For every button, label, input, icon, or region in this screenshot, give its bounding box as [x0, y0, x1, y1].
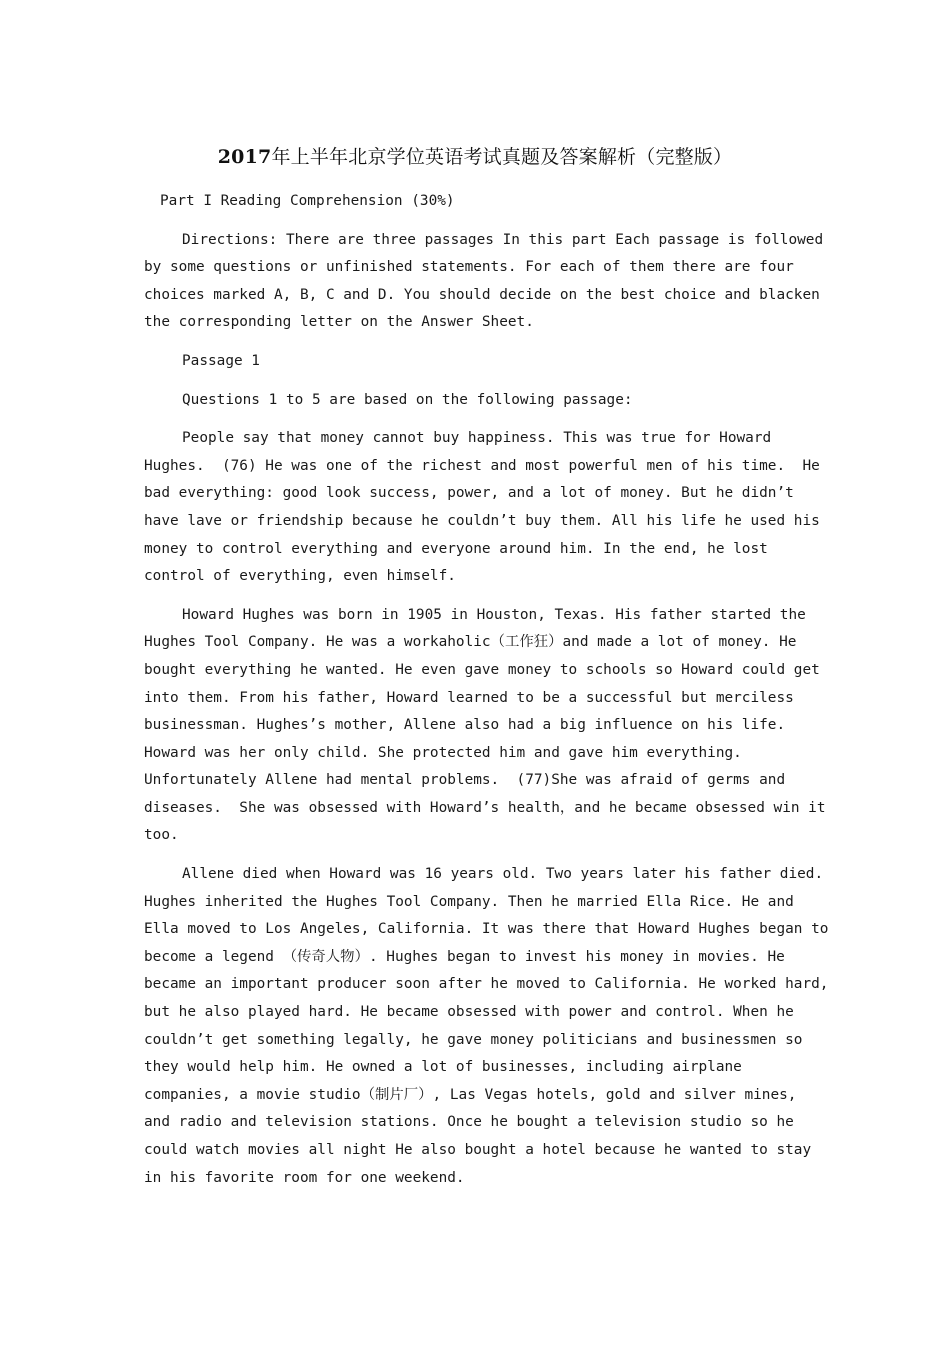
text-line: became an important producer soon after he moved to California. He worked hard, — [144, 976, 829, 993]
text-line: Howard Hughes was born in 1905 in Houston, Texas. His father started the — [182, 606, 806, 623]
text-line: Directions: There are three passages In this part Each passage is followed — [182, 231, 824, 248]
passage-label-block — [144, 348, 809, 376]
text-line: Hughes inherited the Hughes Tool Company. Then he married Ella Rice. He and — [144, 893, 794, 910]
questions-intro-block — [144, 387, 809, 415]
text-line: too. — [144, 827, 179, 844]
text-line: businessman. Hughes’s mother, Allene also had a big influence on his life. — [144, 717, 786, 734]
text-line: have lave or friendship because he couldn’t buy them. All his life he used his — [144, 512, 820, 529]
text-line: and radio and television stations. Once he bought a television studio so he — [144, 1114, 794, 1131]
text-line: couldn’t get something legally, he gave money politicians and businessmen so — [144, 1031, 803, 1048]
document-body — [144, 188, 829, 1203]
text-line: bought everything he wanted. He even gave money to schools so Howard could get — [144, 661, 820, 678]
text-line: but he also played hard. He became obsessed with power and control. When he — [144, 1004, 794, 1021]
text-line: money to control everything and everyone around him. In the end, he lost — [144, 540, 768, 557]
text-line: Howard was her only child. She protected him and gave him everything. — [144, 744, 742, 761]
text-line: could watch movies all night He also bought a hotel because he wanted to stay — [144, 1142, 812, 1158]
text-line: Ella moved to Los Angeles, California. It was there that Howard Hughes began to — [144, 921, 829, 938]
text-line: Hughes Tool Company. He was a workaholic（工作狂）and made a lot of money. He — [144, 634, 797, 651]
text-line: in his favorite room for one weekend. — [144, 1169, 465, 1186]
text-line: become a legend （传奇人物）. Hughes began to invest his money in movies. He — [144, 948, 785, 965]
part-heading: Part I Reading Comprehension (30%) — [160, 193, 455, 209]
text-line: diseases. She was obsessed with Howard’s health，and he became obsessed win it — [144, 799, 826, 816]
document-title — [0, 143, 950, 171]
text-line: Allene died when Howard was 16 years old. Two years later his father died. — [182, 866, 824, 883]
directions-paragraph — [144, 227, 824, 337]
text-line: choices marked A, B, C and D. You should decide on the best choice and blacken — [144, 286, 820, 303]
text-line: by some questions or unfinished statements. For each of them there are four — [144, 259, 794, 276]
passage-paragraph-1 — [144, 425, 820, 591]
text-line: People say that money cannot buy happiness. This was true for Howard — [182, 430, 772, 447]
text-line: Hughes. (76) He was one of the richest and most powerful men of his time. He — [144, 457, 820, 474]
text-line: Unfortunately Allene had mental problems. (77)She was afraid of germs and — [144, 772, 786, 789]
passage-label: Passage 1 — [182, 352, 260, 369]
text-line: they would help him. He owned a lot of businesses, including airplane — [144, 1059, 742, 1076]
title-text: 年上半年北京学位英语考试真题及答案解析（完整版） — [271, 146, 733, 168]
text-line: bad everything: good look success, power, and a lot of money. But he didn’t — [144, 485, 794, 502]
passage-paragraph-3 — [144, 861, 829, 1192]
text-line: the corresponding letter on the Answer Sheet. — [144, 314, 534, 331]
text-line: into them. From his father, Howard learned to be a successful but merciless — [144, 689, 794, 706]
title-year: 2017 — [217, 146, 272, 168]
passage-paragraph-2 — [144, 602, 826, 850]
text-line: control of everything, even himself. — [144, 568, 456, 585]
text-line: companies, a movie studio（制片厂）, Las Vegas hotels, gold and silver mines, — [144, 1086, 797, 1103]
questions-intro: Questions 1 to 5 are based on the following passage: — [182, 391, 633, 408]
